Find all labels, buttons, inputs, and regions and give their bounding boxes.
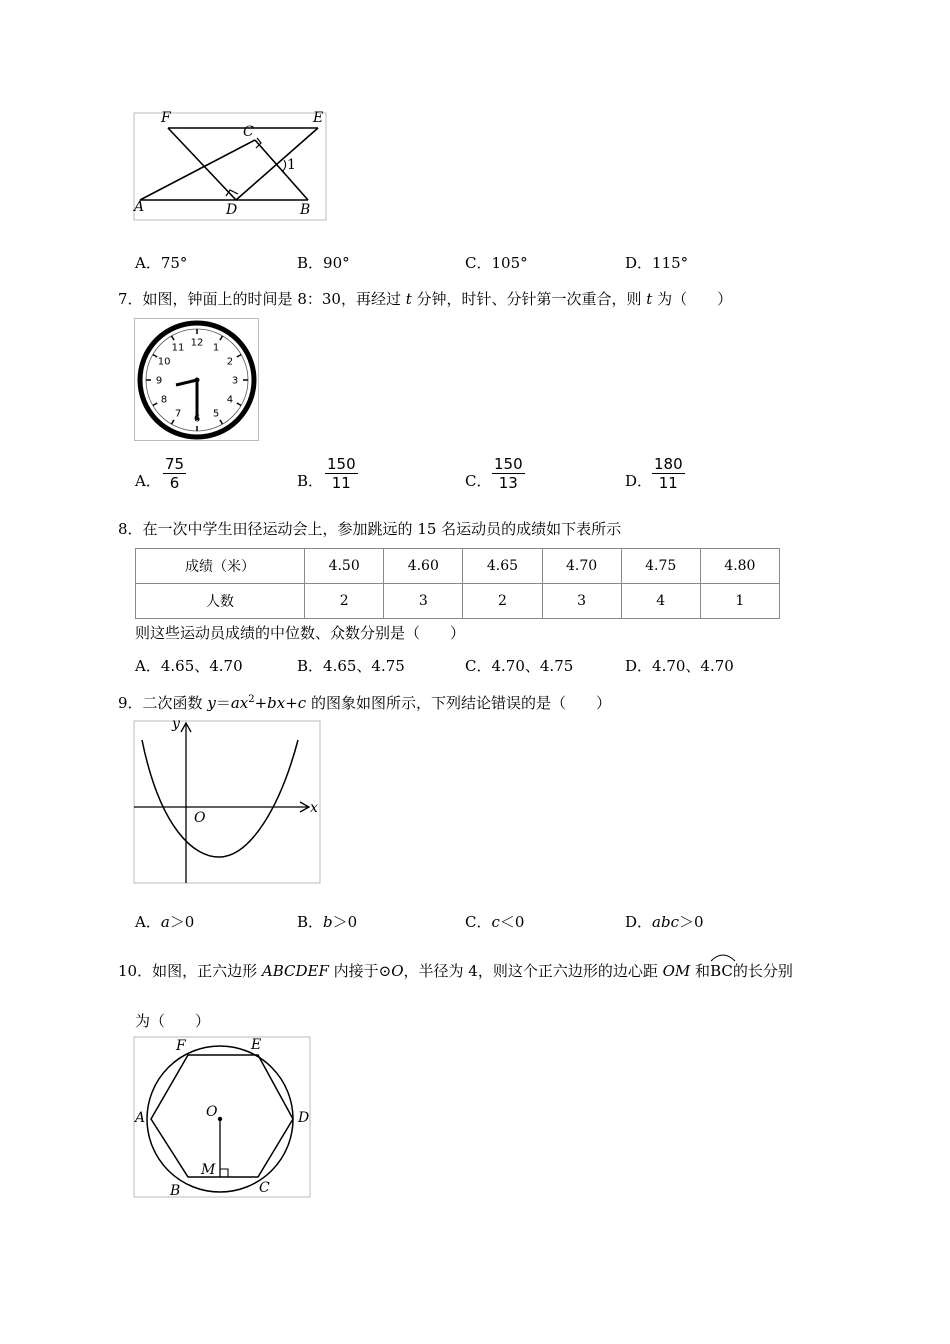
q9-stem: 9．二次函数 $y=ax^2+bx+c$ 的图象如图所示，下列结论错误的是（ ） xyxy=(118,694,611,712)
q7-clock-figure xyxy=(134,318,260,442)
q10-label-B: B xyxy=(170,1183,181,1199)
q9-parabola-figure xyxy=(132,718,322,886)
q7-stem: 7．如图，钟面上的时间是 8：30，再经过 t 分钟，时针、分针第一次重合，则 t 为（ ） xyxy=(118,290,733,308)
q6-option-a[interactable]: A．75° xyxy=(135,254,188,272)
clock-number: 3 xyxy=(231,375,239,387)
clock-tick xyxy=(220,336,223,340)
q9-y-axis-label: y xyxy=(172,716,180,732)
q9-option-b[interactable]: B．b＞0 xyxy=(297,913,358,931)
q6-option-d[interactable]: D．115° xyxy=(625,254,689,272)
q7-option-d[interactable]: D． xyxy=(625,472,653,490)
table-cell: 2 xyxy=(463,584,542,619)
q10-label-M: M xyxy=(201,1162,216,1178)
clock-number: 6 xyxy=(193,413,201,425)
q6-label-F: F xyxy=(161,110,171,126)
q7-option-a-fraction: $\frac{75}{6}$ xyxy=(165,455,185,492)
table-cell: 2 xyxy=(305,584,384,619)
clock-tick xyxy=(237,355,241,358)
table-cell: 3 xyxy=(542,584,621,619)
table-cell: 4.75 xyxy=(621,549,700,584)
table-cell: 1 xyxy=(700,584,779,619)
q10-stem: 10．如图，正六边形 ABCDEF 内接于⊙O，半径为 4，则这个正六边形的边心距 OM 和 BC的长分别 xyxy=(118,960,793,981)
table-cell: 4.70 xyxy=(542,549,621,584)
clock-tick xyxy=(237,403,241,406)
q7-option-d-fraction: $\frac{180}{11}$ xyxy=(654,455,683,492)
clock-number: 11 xyxy=(171,342,185,354)
clock-number: 8 xyxy=(160,394,168,406)
q9-origin-label: O xyxy=(194,810,206,826)
q9-x-axis-label: x xyxy=(310,800,318,816)
table-header-cell: 人数 xyxy=(136,584,305,619)
clock-tick xyxy=(172,420,175,424)
clock-number: 9 xyxy=(155,375,163,387)
clock-number: 12 xyxy=(190,337,204,349)
q6-option-b[interactable]: B．90° xyxy=(297,254,350,272)
clock-number: 10 xyxy=(157,356,171,368)
q6-label-A: A xyxy=(134,199,145,215)
q7-option-b[interactable]: B． xyxy=(297,472,324,490)
table-row xyxy=(136,584,780,619)
q10-label-O: O xyxy=(206,1104,218,1120)
q8-option-c[interactable]: C．4.70、4.75 xyxy=(465,657,574,675)
q8-stem: 8．在一次中学生田径运动会上，参加跳远的 15 名运动员的成绩如下表所示 xyxy=(118,520,622,538)
table-cell: 4.80 xyxy=(700,549,779,584)
clock-tick xyxy=(220,420,223,424)
table-cell: 4.50 xyxy=(305,549,384,584)
table-cell: 4 xyxy=(621,584,700,619)
q6-label-C: C xyxy=(243,124,254,140)
clock-tick xyxy=(153,355,157,358)
clock-number: 2 xyxy=(226,356,234,368)
q6-label-E: E xyxy=(313,110,324,126)
table-cell: 3 xyxy=(384,584,463,619)
clock-number: 4 xyxy=(226,394,234,406)
q8-option-a[interactable]: A．4.65、4.70 xyxy=(135,657,243,675)
q9-option-a[interactable]: A．a＞0 xyxy=(135,913,195,931)
q10-label-D: D xyxy=(298,1110,310,1126)
clock-number: 7 xyxy=(174,408,182,420)
q10-label-C: C xyxy=(259,1180,270,1196)
q10-label-A: A xyxy=(135,1110,146,1126)
q7-option-a[interactable]: A． xyxy=(135,472,161,490)
q10-stem-line2: 为（ ） xyxy=(135,1012,211,1030)
q6-option-c[interactable]: C．105° xyxy=(465,254,528,272)
q9-option-d[interactable]: D．abc＞0 xyxy=(625,913,704,931)
q8-option-d[interactable]: D．4.70、4.70 xyxy=(625,657,734,675)
q6-label-B: B xyxy=(300,202,311,218)
table-cell: 4.65 xyxy=(463,549,542,584)
q10-label-E: E xyxy=(251,1037,262,1053)
q10-hexagon-figure xyxy=(132,1036,312,1200)
clock-tick xyxy=(153,403,157,406)
q9-option-c[interactable]: C．c＜0 xyxy=(465,913,525,931)
q6-label-D: D xyxy=(226,202,238,218)
q7-option-c-fraction: $\frac{150}{13}$ xyxy=(494,455,523,492)
q7-option-c[interactable]: C． xyxy=(465,472,492,490)
q6-label-angle-1: 1 xyxy=(287,157,296,173)
clock-number: 1 xyxy=(212,342,220,354)
table-header-cell: 成绩（米） xyxy=(136,549,305,584)
q8-option-b[interactable]: B．4.65、4.75 xyxy=(297,657,405,675)
clock-tick xyxy=(172,336,175,340)
q10-label-F: F xyxy=(176,1038,186,1054)
q8-score-table xyxy=(135,548,780,619)
clock-number: 5 xyxy=(212,408,220,420)
table-row xyxy=(136,549,780,584)
q7-option-b-fraction: $\frac{150}{11}$ xyxy=(327,455,356,492)
table-cell: 4.60 xyxy=(384,549,463,584)
q10-arc-bc: BC xyxy=(710,962,733,980)
q8-follow-text: 则这些运动员成绩的中位数、众数分别是（ ） xyxy=(135,624,466,642)
